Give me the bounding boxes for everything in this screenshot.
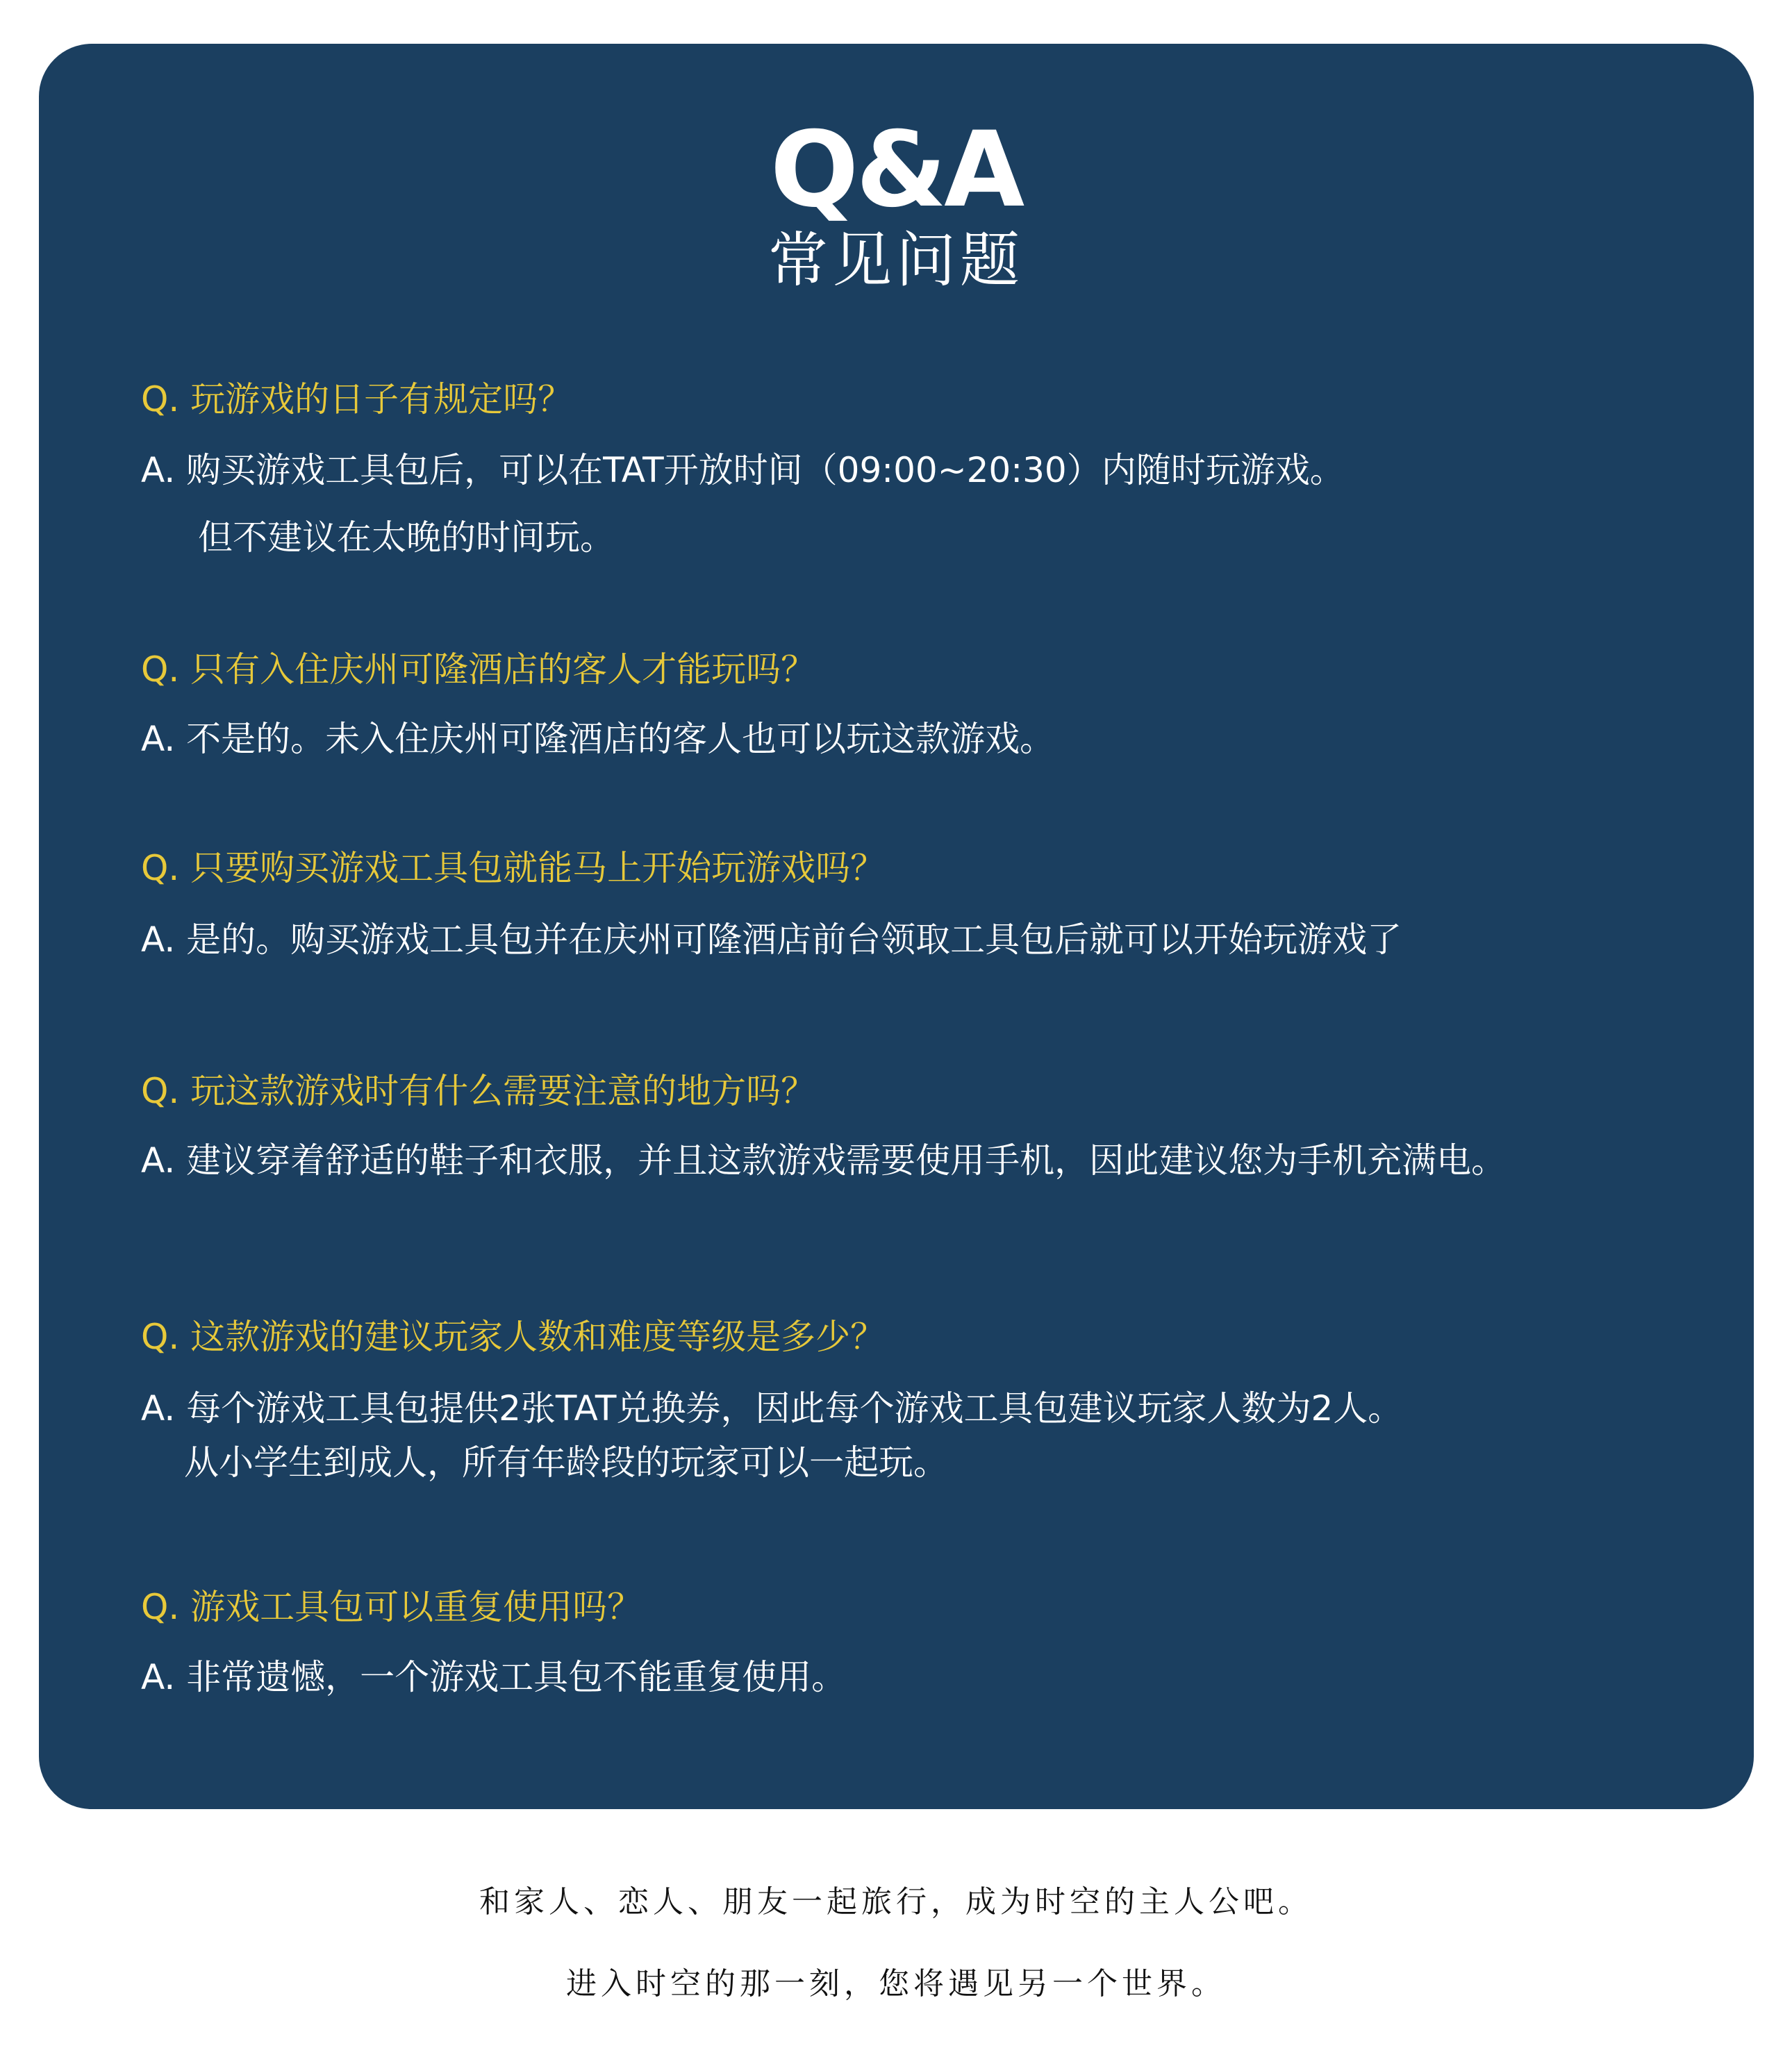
faq-answer-6: A. 非常遗憾，一个游戏工具包不能重复使用。 — [141, 1657, 847, 1697]
faq-question-5: Q. 这款游戏的建议玩家人数和难度等级是多少？ — [141, 1317, 886, 1357]
faq-answer-3: A. 是的。购买游戏工具包并在庆州可隆酒店前台领取工具包后就可以开始玩游戏了 — [141, 919, 1402, 960]
faq-answer-4: A. 建议穿着舒适的鞋子和衣服，并且这款游戏需要使用手机，因此建议您为手机充满电。 — [141, 1140, 1507, 1181]
faq-answer-5: A. 每个游戏工具包提供2张TAT兑换券，因此每个游戏工具包建议玩家人数为2人。 — [141, 1388, 1403, 1429]
footer-line-2: 进入时空的那一刻，您将遇见另一个世界。 — [566, 1966, 1226, 2001]
page-title: 常见问题 — [768, 226, 1024, 295]
faq-question-6: Q. 游戏工具包可以重复使用吗？ — [141, 1587, 642, 1627]
qa-logo: Q&A — [770, 110, 1022, 231]
footer-line-1: 和家人、恋人、朋友一起旅行，成为时空的主人公吧。 — [479, 1884, 1313, 1920]
faq-question-4: Q. 玩这款游戏时有什么需要注意的地方吗？ — [141, 1071, 816, 1111]
faq-answer-1-line-2: 但不建议在太晚的时间玩。 — [198, 517, 615, 558]
faq-answer-2: A. 不是的。未入住庆州可隆酒店的客人也可以玩这款游戏。 — [141, 719, 1055, 759]
faq-question-1: Q. 玩游戏的日子有规定吗？ — [141, 379, 573, 419]
faq-question-2: Q. 只有入住庆州可隆酒店的客人才能玩吗？ — [141, 649, 816, 690]
faq-answer-1: A. 购买游戏工具包后，可以在TAT开放时间（09:00~20:30）内随时玩游戏。 — [141, 450, 1345, 490]
faq-question-3: Q. 只要购买游戏工具包就能马上开始玩游戏吗？ — [141, 848, 886, 888]
faq-answer-5-line-2: 从小学生到成人，所有年龄段的玩家可以一起玩。 — [184, 1442, 948, 1483]
